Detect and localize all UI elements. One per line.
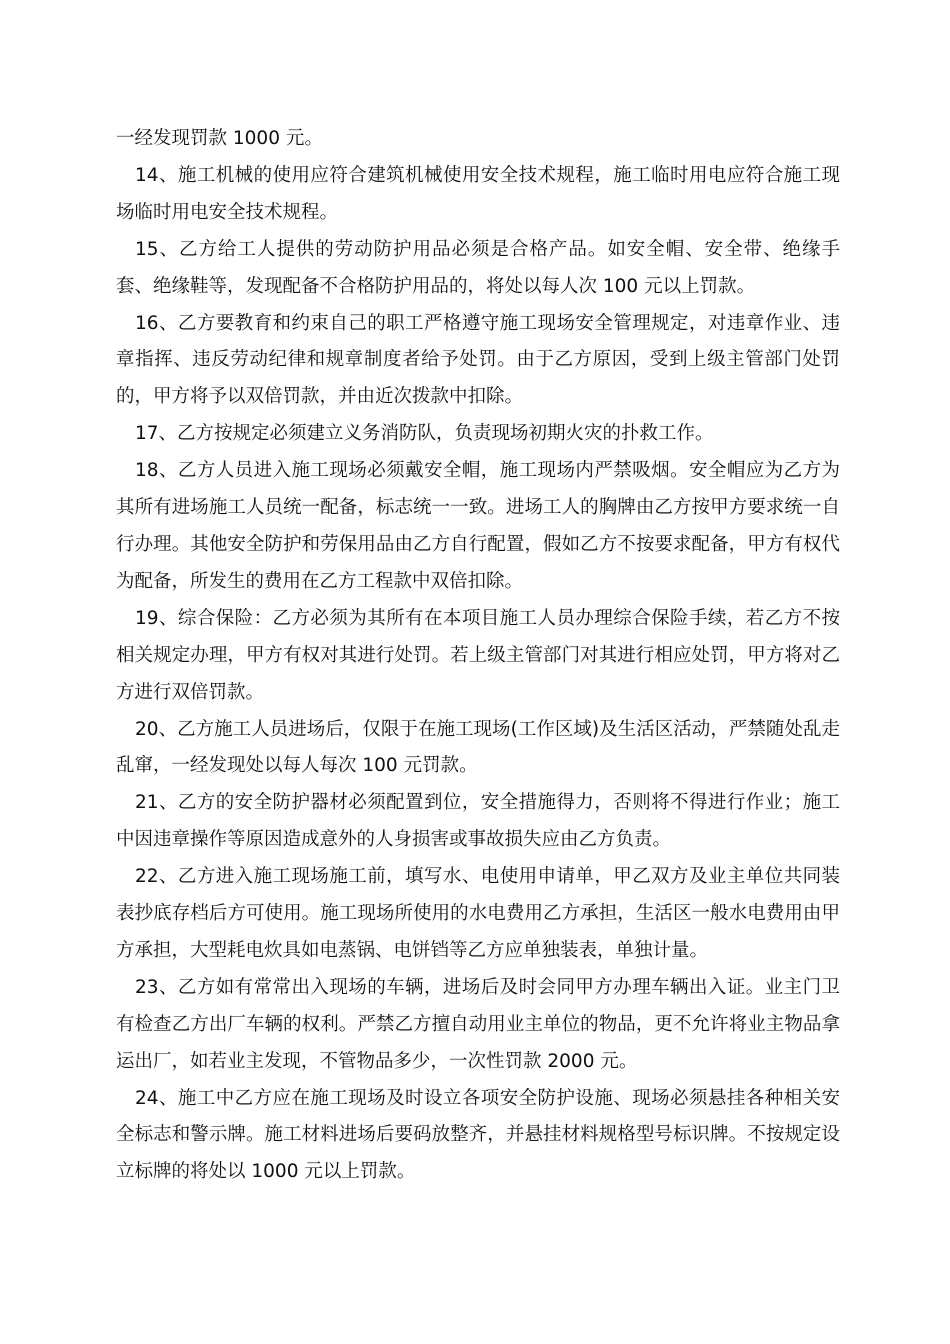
clause-15: 15、乙方给工人提供的劳动防护用品必须是合格产品。如安全帽、安全带、绝缘手套、绝缘鞋等，发现配备不合格防护用品的，将处以每人次 100 元以上罚款。 — [116, 238, 840, 297]
clause-16: 16、乙方要教育和约束自己的职工严格遵守施工现场安全管理规定，对违章作业、违章指挥、违反劳动纪律和规章制度者给予处罚。由于乙方原因，受到上级主管部门处罚的，甲方将予以双倍罚款，并由近次拨款中扣除。 — [116, 312, 840, 408]
paragraph-continuation: 一经发现罚款 1000 元。 — [116, 128, 323, 149]
clause-20: 20、乙方施工人员进场后，仅限于在施工现场(工作区域)及生活区活动，严禁随处乱走乱窜，一经发现处以每人每次 100 元罚款。 — [116, 718, 840, 777]
clause-19: 19、综合保险：乙方必须为其所有在本项目施工人员办理综合保险手续，若乙方不按相关规定办理，甲方有权对其进行处罚。若上级主管部门对其进行相应处罚，甲方将对乙方进行双倍罚款。 — [116, 607, 840, 703]
document-body — [116, 121, 840, 1191]
clause-22: 22、乙方进入施工现场施工前，填写水、电使用申请单，甲乙双方及业主单位共同装表抄底存档后方可使用。施工现场所使用的水电费用乙方承担，生活区一般水电费用由甲方承担，大型耗电炊具如电蒸锅、电饼铛等乙方应单独装表，单独计量。 — [116, 866, 840, 961]
clause-21: 21、乙方的安全防护器材必须配置到位，安全措施得力，否则将不得进行作业；施工中因违章操作等原因造成意外的人身损害或事故损失应由乙方负责。 — [116, 792, 840, 851]
clause-18: 18、乙方人员进入施工现场必须戴安全帽，施工现场内严禁吸烟。安全帽应为乙方为其所有进场施工人员统一配备，标志统一一致。进场工人的胸牌由乙方按甲方要求统一自行办理。其他安全防护和劳保用品由乙方自行配置，假如乙方不按要求配备，甲方有权代为配备，所发生的费用在乙方工程款中双倍扣除。 — [116, 460, 840, 592]
clause-24: 24、施工中乙方应在施工现场及时设立各项安全防护设施、现场必须悬挂各种相关安全标志和警示牌。施工材料进场后要码放整齐，并悬挂材料规格型号标识牌。不按规定设立标牌的将处以 1000 元以上罚款。 — [116, 1087, 840, 1183]
clause-23: 23、乙方如有常常出入现场的车辆，进场后及时会同甲方办理车辆出入证。业主门卫有检查乙方出厂车辆的权利。严禁乙方擅自动用业主单位的物品，更不允许将业主物品拿运出厂，如若业主发现，不管物品多少，一次性罚款 2000 元。 — [116, 976, 840, 1072]
clause-17: 17、乙方按规定必须建立义务消防队，负责现场初期火灾的扑救工作。 — [135, 423, 714, 445]
clause-14: 14、施工机械的使用应符合建筑机械使用安全技术规程，施工临时用电应符合施工现场临时用电安全技术规程。 — [116, 164, 840, 223]
